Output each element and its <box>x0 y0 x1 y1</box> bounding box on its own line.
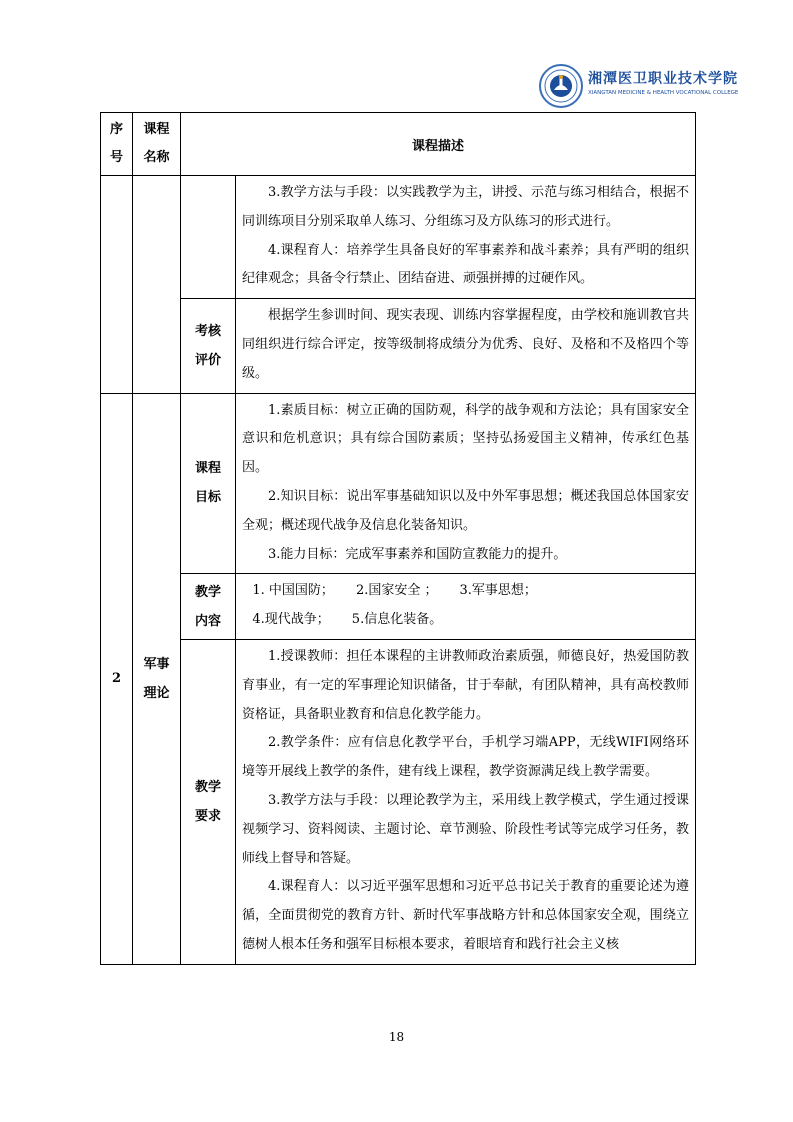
table-row <box>101 176 696 299</box>
cell-description <box>236 176 696 299</box>
course-table <box>100 112 696 965</box>
cell-description <box>236 299 696 393</box>
cell-description <box>236 574 696 640</box>
course-name: 军事 理论 <box>133 393 181 964</box>
header-no: 序 号 <box>101 113 133 176</box>
teaching-conditions-paragraph: 2.教学条件：应有信息化教学平台，手机学习端APP，无线WIFI网络环境等开展线上教学的条件，建有线上课程，教学资源满足线上教学需要。 <box>242 735 689 780</box>
education-paragraph: 4.课程育人：培养学生具备良好的军事素养和战斗素养；具有严明的组织纪律观念；具备令行禁止、团结奋进、顽强拼搏的过硬作风。 <box>242 242 689 287</box>
college-logo <box>538 60 748 112</box>
teaching-method-paragraph: 3.教学方法与手段：以理论教学为主，采用线上教学模式，学生通过授课视频学习、资料阅读、主题讨论、章节测验、阶段性考试等完成学习任务，教师线上督导和答疑。 <box>242 792 689 866</box>
assessment-paragraph: 根据学生参训时间、现实表现、训练内容掌握程度，由学校和施训教官共同组织进行综合评定，按等级制将成绩分为优秀、良好、及格和不及格四个等级。 <box>242 308 689 381</box>
table-row <box>101 574 696 640</box>
cell-no-continued <box>101 176 133 394</box>
page-number: 18 <box>388 1030 405 1044</box>
table-header-row <box>101 113 696 176</box>
table-row <box>101 639 696 964</box>
label-assessment: 考核 评价 <box>181 299 236 393</box>
teacher-requirement-paragraph: 1.授课教师：担任本课程的主讲教师政治素质强，师德良好，热爱国防教育事业，有一定的军事理论知识储备，甘于奉献，有团队精神，具有高校教师资格证，具备职业教育和信息化教学能力。 <box>242 648 689 722</box>
knowledge-goal-paragraph: 2.知识目标：说出军事基础知识以及中外军事思想；概述我国总体国家安全观；概述现代战争及信息化装备知识。 <box>242 488 689 533</box>
label-teaching-requirements: 教学 要求 <box>181 639 236 964</box>
logo-chinese-name: 湘潭医卫职业技术学院 <box>588 71 738 87</box>
method-paragraph: 3.教学方法与手段：以实践教学为主，讲授、示范与练习相结合，根据不同训练项目分别采取单人练习、分组练习及方队练习的形式进行。 <box>242 185 689 229</box>
header-course-name: 课程 名称 <box>133 113 181 176</box>
cell-description <box>236 639 696 964</box>
course-education-paragraph: 4.课程育人：以习近平强军思想和习近平总书记关于教育的重要论述为遵循，全面贯彻党的教育方针、新时代军事战略方针和总体国家安全观，围绕立德树人根本任务和强军目标根本要求，着眼培育和践行社会主义核 <box>242 879 689 952</box>
logo-english-name: XIANGTAN MEDICINE & HEALTH VOCATIONAL COLLEGE <box>588 90 739 96</box>
cell-name-continued <box>133 176 181 394</box>
cell-description <box>236 393 696 574</box>
table-row <box>101 393 696 574</box>
quality-goal-paragraph: 1.素质目标：树立正确的国防观，科学的战争观和方法论；具有国家安全意识和危机意识；具有综合国防素质；坚持弘扬爱国主义精神，传承红色基因。 <box>242 402 689 476</box>
header-course-description: 课程描述 <box>181 113 696 176</box>
label-course-goals: 课程 目标 <box>181 393 236 574</box>
cell-label-continued <box>181 176 236 299</box>
content-line-2: 4.现代战争； 5.信息化装备。 <box>252 612 443 628</box>
college-emblem-icon <box>538 63 584 109</box>
table-row <box>101 299 696 393</box>
course-number: 2 <box>101 393 133 964</box>
ability-goal-paragraph: 3.能力目标：完成军事素养和国防宣教能力的提升。 <box>268 546 567 562</box>
content-line-1: 1. 中国国防； 2.国家安全 ； 3.军事思想； <box>252 583 537 599</box>
label-teaching-content: 教学 内容 <box>181 574 236 640</box>
